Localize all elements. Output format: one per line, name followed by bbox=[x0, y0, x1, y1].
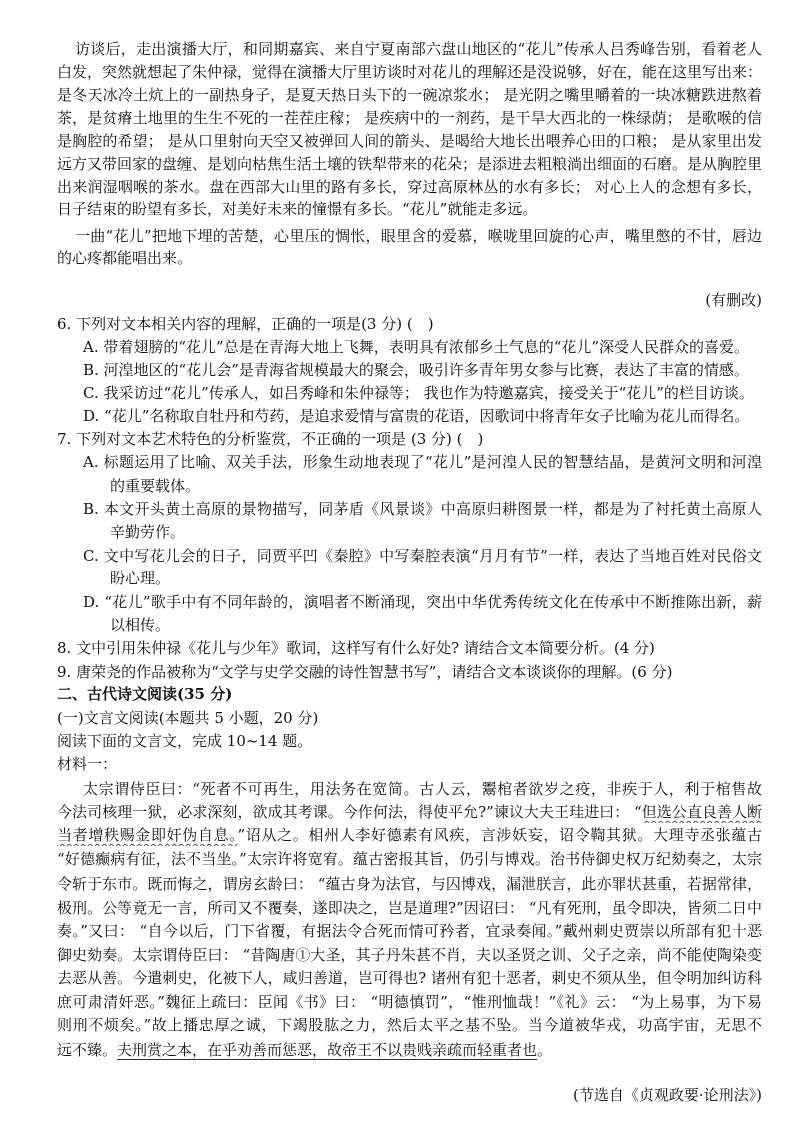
text: “好德癫病有 bbox=[57, 850, 141, 868]
passage-line: 茶，是贫瘠土地里的生生不死的一茬茬庄稼； 是疾病中的一剂药，是干旱大西北的一株绿荫； 是歌喉的信 bbox=[57, 109, 762, 127]
option-c: C. 我采访过“花儿”传承人，如吕秀峰和朱仲禄等； 我也作为特邀嘉宾，接受关于“花儿”的栏目访谈。 bbox=[83, 384, 754, 402]
text: 今法司核理一狱，必求深刻，欲成其考课。今作何法，得使平允?”谏议大夫王珪进曰： “ bbox=[57, 803, 642, 821]
section-title: 二、古代诗文阅读(35 分) bbox=[57, 685, 233, 703]
passage-line: 出来润湿咽喉的茶水。盘在西部大山里的路有多长，穿过高原林丛的水有多长； 对心上人的念想有多长， bbox=[57, 178, 762, 196]
text: ”诏从之。相州人李好德素有风疾，言涉妖妄，诏令鞫其狱。大理寺丞张蕴古 bbox=[237, 826, 762, 844]
option-a: A. 标题运用了比喻、双关手法，形象生动地表现了“花儿”是河湟人民的智慧结晶，是黄河文明和河湟 bbox=[83, 453, 762, 471]
instruction: 阅读下面的文言文，完成 10~14 题。 bbox=[57, 732, 313, 750]
option-a: A. 带着翅膀的“花儿”总是在青海大地上飞舞，表明具有浓郁乡土气息的“花儿”深受人民群众的喜爱。 bbox=[83, 338, 750, 356]
text: ，法不当坐。”太宗许将宽宥。蕴古密报其旨，仍引与博戏。治书侍御史权万纪劾奏之，太宗 bbox=[155, 850, 762, 868]
text: 。 bbox=[537, 1041, 553, 1059]
passage-line: 远方又带回家的盘缠、是划向枯焦生活土壤的铁犁带来的花朵；是添进去粗粮淌出细面的石磨。是从胸腔里 bbox=[57, 155, 762, 173]
classical-line: 极刑。公等竟无一言，所司又不覆奏，遂即决之，岂是道理?”因诏曰： “凡有死刑，虽令即决，皆须二日中 bbox=[57, 899, 762, 917]
classical-line: 则刑不烦矣。”故上播忠厚之诚，下竭股肱之力，然后太平之基不坠。当今道被华戎，功高宇宙，无思不 bbox=[57, 1016, 762, 1034]
classical-line bbox=[57, 991, 762, 1013]
classical-line: 太宗谓侍臣曰：“死者不可再生，用法务在宽简。古人云，鬻棺者欲岁之疫，非疾于人，利于棺售故 bbox=[83, 780, 762, 798]
option-d-cont: 以相传。 bbox=[110, 616, 171, 634]
classical-line bbox=[57, 824, 762, 846]
emphasis-dot-char: 庶 bbox=[57, 993, 73, 1011]
text: 远不臻。 bbox=[57, 1041, 118, 1059]
question-stem: 7. 下列对文本艺术特色的分析鉴赏，不正确的一项是 (3 分) ( ) bbox=[57, 430, 484, 448]
question-9: 9. 唐荣尧的作品被称为“文学与史学交融的诗性智慧书写”，请结合文本谈谈你的理解。(6 分) bbox=[57, 663, 673, 681]
text: 可肃清奸恶。”魏征上疏曰：臣闻《书》曰： “明德慎罚”，“惟刑恤哉！”《礼》云： “为上易事，为下易 bbox=[72, 993, 762, 1011]
passage-line: 是冬天冰冷土炕上的一副热身子，是夏天热日头下的一碗凉浆水； 是光阴之嘴里嚼着的一块冰糖跌进熬着 bbox=[57, 86, 762, 104]
passage-line: 的心疼都能唱出来。 bbox=[57, 249, 193, 267]
passage-line: 日子结束的盼望有多长，对美好未来的憧憬有多长。“花儿”就能走多远。 bbox=[57, 200, 538, 218]
emphasis-dot-char: 征 bbox=[140, 850, 156, 868]
wavy-underlined-text: 当者增秩赐金即奸伪自息。 bbox=[57, 826, 238, 844]
classical-line: 令斩于东市。既而悔之，谓房玄龄曰： “蕴古身为法官，与囚博戏，漏泄朕言，此亦罪状甚重，若据常律， bbox=[57, 875, 762, 893]
option-d: D. “花儿”歌手中有不同年龄的，演唱者不断涌现，突出中华优秀传统文化在传承中不断推陈出新，薪 bbox=[83, 593, 762, 611]
wavy-underlined-text: 但选公直良善人断 bbox=[641, 803, 762, 821]
classical-line bbox=[57, 801, 762, 823]
question-8: 8. 文中引用朱仲禄《花儿与少年》歌词，这样写有什么好处? 请结合文本简要分析。(4 分) bbox=[57, 639, 655, 657]
text: 去恶从善。今遣刺史，化 bbox=[57, 969, 223, 987]
emphasis-dot-char: 被 bbox=[222, 969, 238, 987]
classical-line bbox=[57, 967, 762, 989]
classical-line bbox=[57, 848, 762, 870]
passage-line: 一曲“花儿”把地下埋的苦楚，心里压的惆怅，眼里含的爱慕，喉咙里回旋的心声，嘴里憋的不甘，唇边 bbox=[75, 227, 762, 245]
passage-line: 白发，突然就想起了朱仲禄，觉得在演播大厅里访谈时对花儿的理解还是没说够，好在，能在这里写出来： bbox=[57, 63, 762, 81]
question-stem: 6. 下列对文本相关内容的理解，正确的一项是(3 分) ( ) bbox=[57, 315, 434, 333]
subsection-title: (一)文言文阅读(本题共 5 小题，20 分) bbox=[57, 709, 319, 727]
underlined-sentence: 夫刑赏之本，在乎劝善而惩恶，故帝王不以贵贱亲疏而轻重者也 bbox=[117, 1041, 538, 1059]
option-d: D. “花儿”名称取自牡丹和芍药，是追求爱情与富贵的花语，因歌词中将青年女子比喻为花儿而得名。 bbox=[83, 407, 750, 425]
passage-line: 是胸腔的希望； 是从口里射向天空又被弹回人间的箭头、是喝给大地长出喂养心田的口粮； 是从家里出发 bbox=[57, 132, 762, 150]
option-c: C. 文中写花儿会的日子，同贾平凹《秦腔》中写秦腔表演“月月有节”一样，表达了当地百姓对民俗文 bbox=[83, 547, 762, 565]
option-a-cont: 的重要载体。 bbox=[110, 477, 201, 495]
text: 下人，咸归善道，岂可得也? 诸州有犯十恶者，刺史不须从坐，但令明加纠访科 bbox=[237, 969, 762, 987]
source-citation: (节选自《贞观政要·论刑法》) bbox=[573, 1086, 762, 1104]
classical-line bbox=[57, 1039, 762, 1061]
edit-note: (有删改) bbox=[705, 291, 762, 309]
classical-line: 奏。”又曰： “自今以后，门下省覆，有据法令合死而情可矜者，宜录奏闻。”戴州刺史贾崇以所部有犯十恶 bbox=[57, 922, 762, 940]
passage-line: 访谈后，走出演播大厅，和同期嘉宾、来自宁夏南部六盘山地区的“花儿”传承人吕秀峰告别，看着老人 bbox=[75, 40, 762, 58]
option-b: B. 河湟地区的“花儿会”是青海省规模最大的聚会，吸引许多青年男女参与比赛，表达了丰富的情感。 bbox=[83, 361, 749, 379]
classical-line: 御史劾奏。太宗谓侍臣曰： “昔陶唐①大圣，其子丹朱甚不肖，夫以圣贤之训、父子之亲，尚不能使陶染变 bbox=[57, 946, 762, 964]
material-label: 材料一： bbox=[57, 755, 118, 773]
option-b: B. 本文开头黄土高原的景物描写，同茅盾《风景谈》中高原归耕图景一样，都是为了衬托黄土高原人 bbox=[83, 500, 762, 518]
option-b-cont: 辛勤劳作。 bbox=[110, 523, 186, 541]
option-c-cont: 盼心理。 bbox=[110, 569, 171, 587]
